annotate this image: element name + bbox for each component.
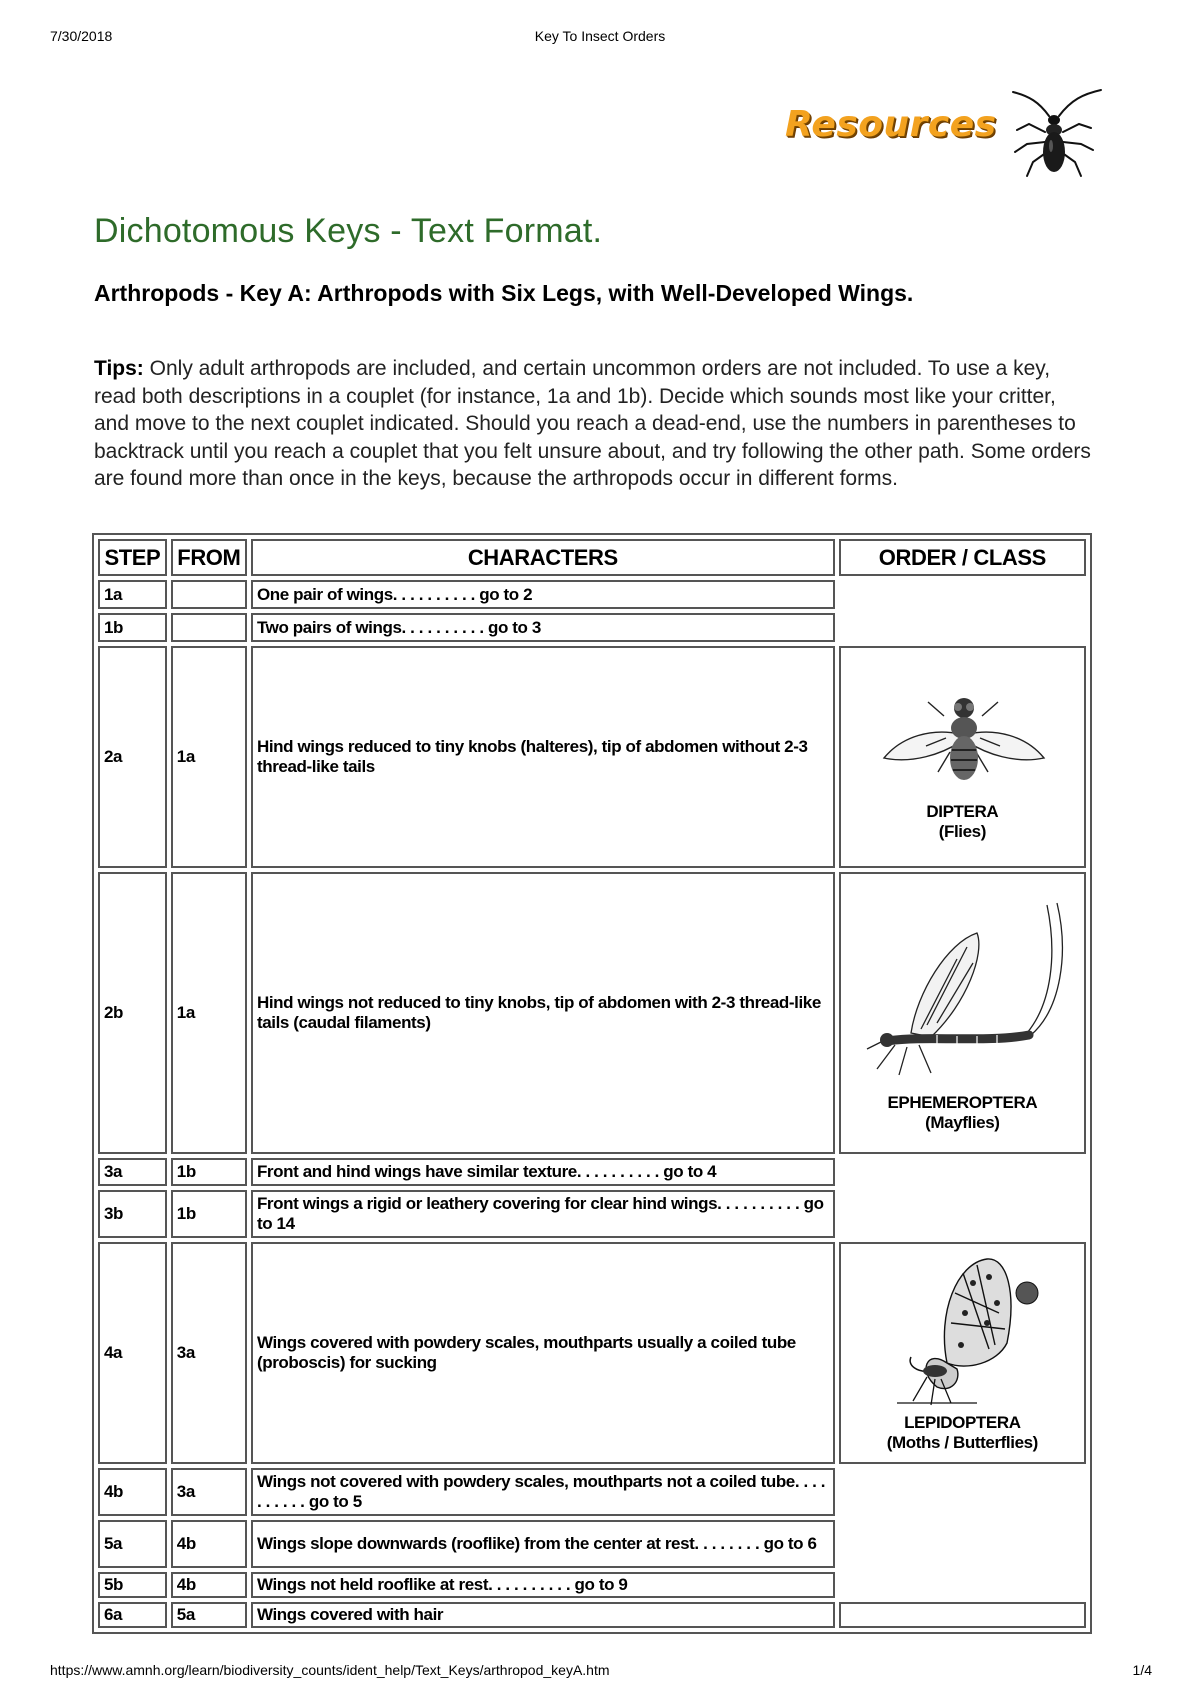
page-number: 1/4: [1132, 1662, 1152, 1678]
table-row: [98, 580, 1086, 609]
order-cell: [839, 646, 1086, 868]
characters-cell: Wings covered with powdery scales, mouthparts usually a coiled tube (proboscis) for sucking: [251, 1242, 835, 1464]
step-cell: 2a: [98, 646, 167, 868]
from-cell: 1a: [171, 646, 247, 868]
header-step: STEP: [98, 539, 167, 576]
step-cell: 6a: [98, 1602, 167, 1628]
step-cell: 4a: [98, 1242, 167, 1464]
print-page-title: Key To Insect Orders: [534, 28, 666, 44]
characters-cell: Two pairs of wings. . . . . . . . . . go to 3: [251, 613, 835, 642]
order-cell: [839, 1602, 1086, 1628]
print-date: 7/30/2018: [50, 28, 113, 44]
tips-text: Only adult arthropods are included, and certain uncommon orders are not included. To use a key, read both descriptions in a couplet (for instance, 1a and 1b). Decide which sounds most like your critter, and move to the next couplet indicated. Should you reach a dead-end, use the numbers in parentheses to backtrack until you reach a couplet that you felt unsure about, and try following the other path. Some orders are found more than once in the keys, because the arthropods occur in different forms.: [94, 357, 1091, 490]
characters-cell: One pair of wings. . . . . . . . . . go to 2: [251, 580, 835, 609]
from-cell: 4b: [171, 1572, 247, 1598]
characters-cell: Wings not held rooflike at rest. . . . . . . . . . go to 9: [251, 1572, 835, 1598]
from-cell: 1b: [171, 1190, 247, 1238]
resources-banner[interactable]: Resources: [785, 104, 997, 145]
page-title: Dichotomous Keys - Text Format.: [94, 212, 603, 250]
beetle-icon: [1005, 88, 1105, 183]
from-cell: [171, 580, 247, 609]
order-cell: [839, 872, 1086, 1154]
step-cell: 1a: [98, 580, 167, 609]
characters-cell: Hind wings not reduced to tiny knobs, tip of abdomen with 2-3 thread-like tails (caudal filaments): [251, 872, 835, 1154]
order-name: EPHEMEROPTERA: [887, 1093, 1038, 1112]
order-name: LEPIDOPTERA: [904, 1413, 1021, 1432]
characters-cell: Hind wings reduced to tiny knobs (halteres), tip of abdomen without 2-3 thread-like tails: [251, 646, 835, 868]
characters-cell: Wings not covered with powdery scales, mouthparts not a coiled tube. . . . . . . . . . go to 5: [251, 1468, 835, 1516]
order-name: DIPTERA: [926, 802, 999, 821]
characters-cell: Wings slope downwards (rooflike) from the center at rest. . . . . . . . go to 6: [251, 1520, 835, 1568]
step-cell: 5a: [98, 1520, 167, 1568]
order-common-name: (Moths / Butterflies): [886, 1433, 1038, 1452]
fly-illustration: [872, 672, 1052, 802]
characters-cell: Front and hind wings have similar texture. . . . . . . . . . go to 4: [251, 1158, 835, 1186]
step-cell: 1b: [98, 613, 167, 642]
key-table: [92, 533, 1092, 1634]
step-cell: 4b: [98, 1468, 167, 1516]
mayfly-illustration: [847, 893, 1077, 1093]
from-cell: 3a: [171, 1242, 247, 1464]
table-row: [98, 872, 1086, 1154]
from-cell: 1a: [171, 872, 247, 1154]
step-cell: 2b: [98, 872, 167, 1154]
order-common-name: (Mayflies): [925, 1113, 1000, 1132]
header-order-class: ORDER / CLASS: [839, 539, 1086, 576]
header-characters: CHARACTERS: [251, 539, 835, 576]
from-cell: 4b: [171, 1520, 247, 1568]
order-common-name: (Flies): [938, 822, 986, 841]
step-cell: 3a: [98, 1158, 167, 1186]
page-url[interactable]: https://www.amnh.org/learn/biodiversity_counts/ident_help/Text_Keys/arthropod_keyA.htm: [50, 1662, 610, 1678]
tips-paragraph: [94, 355, 1094, 493]
from-cell: 1b: [171, 1158, 247, 1186]
characters-cell: Wings covered with hair: [251, 1602, 835, 1628]
header-from: FROM: [171, 539, 247, 576]
tips-label: Tips:: [94, 357, 144, 380]
table-header-row: [98, 539, 1086, 576]
order-cell-empty: [839, 580, 1086, 642]
table-row: [98, 646, 1086, 868]
key-title: Arthropods - Key A: Arthropods with Six Legs, with Well-Developed Wings.: [94, 280, 914, 306]
table-row: [98, 1602, 1086, 1628]
order-cell-empty: [839, 1468, 1086, 1598]
step-cell: 3b: [98, 1190, 167, 1238]
step-cell: 5b: [98, 1572, 167, 1598]
table-row: [98, 1158, 1086, 1186]
characters-cell: Front wings a rigid or leathery covering for clear hind wings. . . . . . . . . . go to 14: [251, 1190, 835, 1238]
table-row: [98, 1468, 1086, 1516]
from-cell: 5a: [171, 1602, 247, 1628]
butterfly-illustration: [877, 1253, 1047, 1413]
order-cell-empty: [839, 1158, 1086, 1238]
from-cell: 3a: [171, 1468, 247, 1516]
table-row: [98, 1242, 1086, 1464]
order-cell: [839, 1242, 1086, 1464]
from-cell: [171, 613, 247, 642]
